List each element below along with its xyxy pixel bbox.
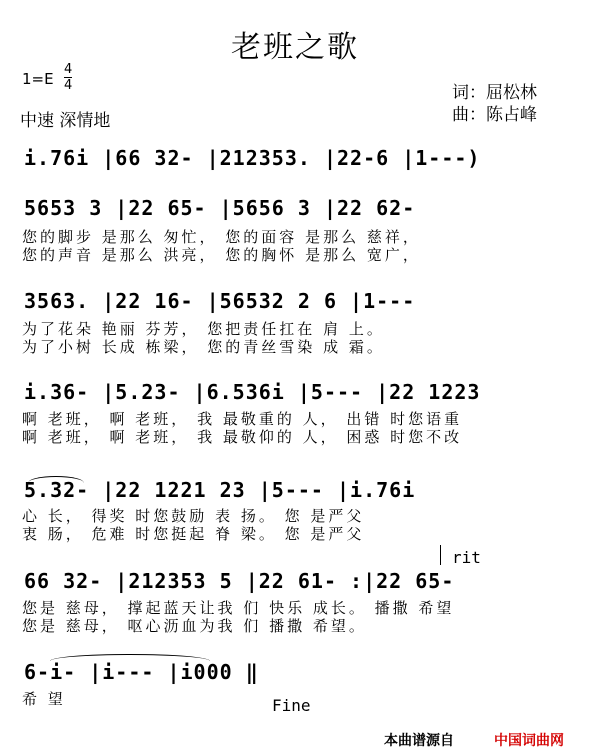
site-link[interactable]: 中国词曲网: [494, 733, 564, 749]
lyric-line: 为了小树 长成 栋梁， 您的青丝雪染 成 霜。: [22, 338, 385, 356]
lyric-line: 为了花朵 艳丽 芬芳， 您把责任扛在 肩 上。: [22, 320, 385, 338]
composer-credit: 曲：陈占峰: [452, 105, 537, 125]
source-label: 本曲谱源自: [384, 733, 454, 749]
notation-row-3: 3563. |22 16- |56532 2 6 |1---: [24, 289, 416, 313]
notation-row-5: 5.32- |22 1221 23 |5--- |i.76i: [24, 478, 416, 502]
meter-top: 4: [64, 62, 73, 77]
song-title: 老班之歌: [231, 30, 359, 65]
time-signature: [64, 62, 72, 93]
lyric-line: 您是 慈母， 撑起蓝天让我 们 快乐 成长。 播撒 希望: [22, 599, 455, 617]
notation-row-2: 5653 3 |22 65- |5656 3 |22 62-: [24, 196, 416, 220]
fine-mark: Fine: [272, 696, 311, 715]
notation-row-7: 6-i- |i--- |i000 ‖: [24, 660, 259, 684]
key-signature: 1=E: [22, 70, 54, 88]
tempo-marking: 中速 深情地: [20, 111, 111, 131]
meter-bottom: 4: [64, 78, 73, 93]
notation-row-1: i.76i |66 32- |212353. |22-6 |1---): [24, 146, 481, 170]
lyric-line: 您的声音 是那么 洪亮， 您的胸怀 是那么 宽广，: [22, 246, 421, 264]
lyric-line: 心 长， 得奖 时您鼓励 表 扬。 您 是严父: [22, 507, 365, 525]
lyric-line: 希 望: [22, 690, 66, 708]
ritardando-mark: rit: [452, 548, 481, 567]
lyric-line: 衷 肠， 危难 时您挺起 脊 梁。 您 是严父: [22, 525, 365, 543]
lyric-line: 您是 慈母， 呕心沥血为我 们 播撒 希望。: [22, 617, 367, 635]
notation-row-6: 66 32- |212353 5 |22 61- :|22 65-: [24, 569, 455, 593]
volta-line: [440, 545, 441, 565]
lyric-line: 啊 老班， 啊 老班， 我 最敬仰的 人， 困惑 时您不改: [22, 428, 463, 446]
notation-row-4: i.36- |5.23- |6.536i |5--- |22 1223: [24, 380, 481, 404]
lyric-line: 您的脚步 是那么 匆忙， 您的面容 是那么 慈祥，: [22, 228, 421, 246]
lyricist-credit: 词：屈松林: [452, 83, 537, 103]
lyric-line: 啊 老班， 啊 老班， 我 最敬重的 人， 出错 时您语重: [22, 410, 463, 428]
